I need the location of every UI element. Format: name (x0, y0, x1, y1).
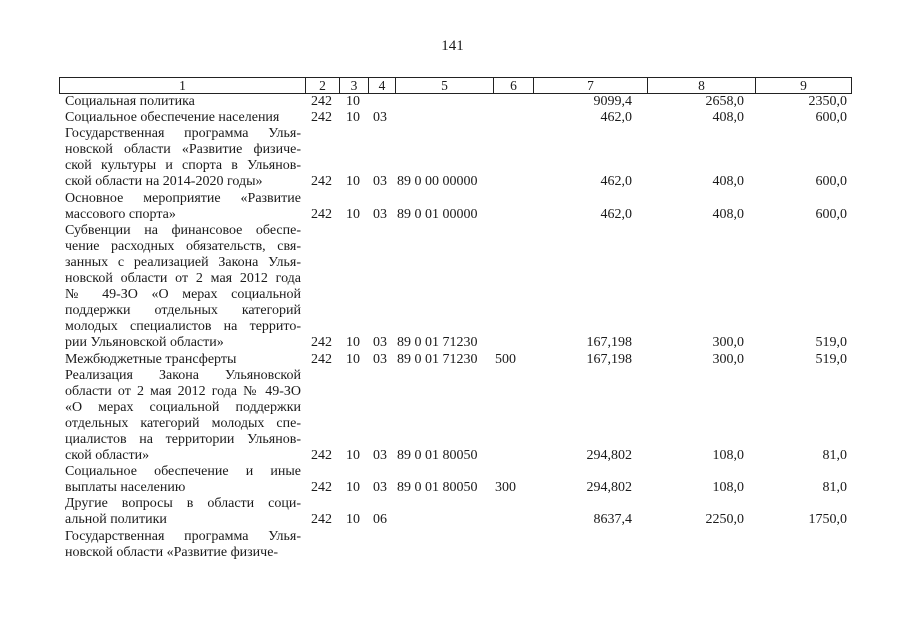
cell-c7: 294,802 (586, 480, 632, 496)
cell-c4: 03 (373, 351, 387, 367)
cell-c5: 89 0 01 71230 (397, 335, 478, 351)
row-name-line: Государственная программа Улья- (65, 528, 301, 544)
cell-c8: 300,0 (712, 351, 744, 367)
row-name-line: новской области «Развитие физиче- (65, 544, 279, 560)
header-col-8: 8 (647, 78, 755, 93)
row-name-line: Субвенции на финансовое обеспе- (65, 222, 301, 238)
cell-c7: 167,198 (586, 351, 632, 367)
cell-c3: 10 (346, 206, 360, 222)
cell-c8: 408,0 (712, 206, 744, 222)
cell-c9: 519,0 (815, 335, 847, 351)
cell-c7: 462,0 (600, 206, 632, 222)
table-row (0, 126, 905, 190)
header-col-4: 4 (368, 78, 395, 93)
page-number: 141 (441, 38, 464, 54)
row-name-line: Другие вопросы в области соци- (65, 496, 301, 512)
table-row (0, 191, 905, 223)
cell-c5: 89 0 01 00000 (397, 206, 478, 222)
row-name-line: альной политики (65, 512, 167, 528)
row-name-line: новской области от 2 мая 2012 года (65, 271, 301, 287)
cell-c2: 242 (311, 94, 332, 109)
cell-c6: 300 (495, 480, 516, 496)
table-row (0, 496, 905, 528)
row-name-line: «О мерах социальной поддержки (65, 399, 301, 415)
cell-c9: 600,0 (815, 110, 847, 126)
cell-c7: 462,0 (600, 174, 632, 190)
cell-c7: 462,0 (600, 110, 632, 126)
cell-c3: 10 (346, 174, 360, 190)
row-name-line: № 49-ЗО «О мерах социальной (65, 287, 301, 303)
cell-c4: 03 (373, 110, 387, 126)
cell-c9: 600,0 (815, 174, 847, 190)
cell-c2: 242 (311, 480, 332, 496)
cell-c4: 06 (373, 512, 387, 528)
row-name-line: поддержки отдельных категорий (65, 303, 301, 319)
cell-c5: 89 0 01 80050 (397, 448, 478, 464)
cell-c4: 03 (373, 206, 387, 222)
row-name-line: новской области «Развитие физиче- (65, 142, 301, 158)
cell-c3: 10 (346, 94, 360, 109)
cell-c2: 242 (311, 448, 332, 464)
row-name-line: Межбюджетные трансферты (65, 351, 237, 367)
table-row (0, 464, 905, 496)
cell-c9: 81,0 (822, 448, 847, 464)
cell-c7: 167,198 (586, 335, 632, 351)
header-col-9: 9 (755, 78, 851, 93)
table-header (59, 77, 852, 94)
cell-c4: 03 (373, 480, 387, 496)
cell-c3: 10 (346, 351, 360, 367)
header-col-2: 2 (305, 78, 339, 93)
cell-c8: 408,0 (712, 110, 744, 126)
cell-c2: 242 (311, 206, 332, 222)
cell-c9: 600,0 (815, 206, 847, 222)
cell-c2: 242 (311, 110, 332, 126)
cell-c4: 03 (373, 335, 387, 351)
cell-c3: 10 (346, 512, 360, 528)
cell-c9: 2350,0 (808, 94, 847, 109)
row-name-line: Социальная политика (65, 94, 195, 109)
row-name-line: Реализация Закона Ульяновской (65, 367, 301, 383)
row-name-line: молодых специалистов на террито- (65, 319, 301, 335)
table-row (0, 368, 905, 465)
row-name-line: массового спорта» (65, 206, 176, 222)
cell-c3: 10 (346, 110, 360, 126)
cell-c7: 8637,4 (593, 512, 632, 528)
cell-c7: 294,802 (586, 448, 632, 464)
cell-c8: 108,0 (712, 480, 744, 496)
cell-c5: 89 0 01 71230 (397, 351, 478, 367)
row-name-line: Социальное обеспечение и иные (65, 464, 301, 480)
row-name-line: выплаты населению (65, 480, 186, 496)
cell-c4: 03 (373, 448, 387, 464)
cell-c6: 500 (495, 351, 516, 367)
row-name-line: области от 2 мая 2012 года № 49-ЗО (65, 383, 301, 399)
row-name-line: ской области на 2014-2020 годы» (65, 174, 263, 190)
header-col-7: 7 (533, 78, 647, 93)
row-name-line: циалистов на территории Ульянов- (65, 431, 301, 447)
header-col-1: 1 (179, 78, 186, 93)
cell-c2: 242 (311, 174, 332, 190)
row-name-line: рии Ульяновской области» (65, 335, 224, 351)
table-body (0, 94, 905, 561)
header-col-5: 5 (395, 78, 493, 93)
row-name-line: ской культуры и спорта в Ульянов- (65, 158, 301, 174)
cell-c3: 10 (346, 480, 360, 496)
cell-c9: 1750,0 (808, 512, 847, 528)
header-col-3: 3 (339, 78, 368, 93)
row-name-line: Основное мероприятие «Развитие (65, 190, 301, 206)
table-row (0, 94, 905, 110)
cell-c9: 81,0 (822, 480, 847, 496)
cell-c2: 242 (311, 335, 332, 351)
cell-c5: 89 0 00 00000 (397, 174, 478, 190)
row-name-line: Государственная программа Улья- (65, 126, 301, 142)
cell-c3: 10 (346, 448, 360, 464)
table-row (0, 352, 905, 368)
cell-c8: 2250,0 (705, 512, 744, 528)
cell-c5: 89 0 01 80050 (397, 480, 478, 496)
row-name-line: отдельных категорий молодых спе- (65, 415, 301, 431)
row-name-line: чение расходных обязательств, свя- (65, 238, 301, 254)
cell-c7: 9099,4 (593, 94, 632, 109)
row-name-line: ской области» (65, 448, 150, 464)
row-name-line: занных с реализацией Закона Улья- (65, 254, 301, 270)
cell-c8: 408,0 (712, 174, 744, 190)
cell-c3: 10 (346, 335, 360, 351)
table-row (0, 529, 905, 561)
cell-c4: 03 (373, 174, 387, 190)
cell-c8: 2658,0 (705, 94, 744, 109)
row-name-line: Социальное обеспечение населения (65, 110, 280, 126)
cell-c8: 300,0 (712, 335, 744, 351)
cell-c9: 519,0 (815, 351, 847, 367)
table-row (0, 110, 905, 126)
cell-c2: 242 (311, 512, 332, 528)
header-col-6: 6 (493, 78, 533, 93)
cell-c2: 242 (311, 351, 332, 367)
table-row (0, 223, 905, 352)
cell-c8: 108,0 (712, 448, 744, 464)
